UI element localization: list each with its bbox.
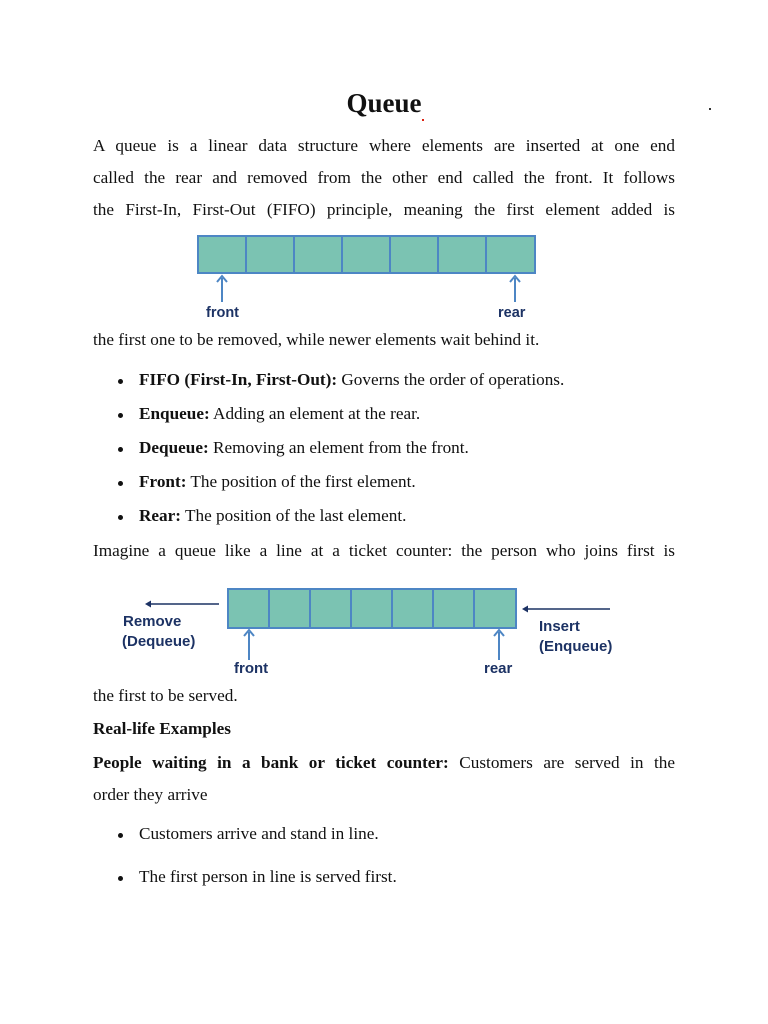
term-desc: The position of the last element. — [181, 506, 407, 525]
term-desc: Removing an element from the front. — [208, 438, 469, 457]
remove-label: Remove — [123, 613, 182, 630]
dequeue-label: (Dequeue) — [122, 633, 196, 650]
queue-cell — [389, 235, 439, 274]
corner-mark — [709, 108, 711, 110]
rear-label: rear — [484, 660, 513, 677]
terms-list — [93, 366, 693, 536]
list-item: The first person in line is served first. — [93, 863, 693, 897]
queue-cell — [293, 235, 343, 274]
queue-cell — [437, 235, 487, 274]
queue-cell — [268, 588, 311, 629]
rear-arrow-icon — [492, 628, 506, 662]
front-arrow-icon — [215, 274, 229, 304]
example-list — [93, 820, 693, 897]
term-label: FIFO (First-In, First-Out): — [139, 370, 338, 389]
queue-cell — [197, 235, 247, 274]
term-desc: Governs the order of operations. — [337, 370, 565, 389]
intro-line-3: the First-In, First-Out (FIFO) principle, meaning the first element added is — [93, 200, 675, 219]
example-line-1 — [93, 747, 675, 779]
queue-cell — [341, 235, 391, 274]
list-item — [93, 366, 693, 400]
examples-heading — [93, 713, 675, 745]
queue-diagram-operations — [115, 588, 635, 683]
queue-cell — [350, 588, 393, 629]
term-label: Dequeue: — [139, 438, 209, 457]
page-title: Queue — [346, 88, 422, 118]
queue-cell — [485, 235, 536, 274]
insert-label: Insert — [539, 618, 580, 635]
analogy-continued: the first to be served. — [93, 686, 238, 705]
front-label: front — [206, 305, 240, 321]
enqueue-arrow-icon — [522, 603, 612, 615]
queue-diagram-simple — [197, 235, 537, 325]
queue-cell — [432, 588, 475, 629]
queue-cell — [227, 588, 270, 629]
example-text: Customers are served in the — [448, 753, 676, 772]
example-line-2: order they arrive — [93, 785, 208, 804]
queue-cell — [245, 235, 295, 274]
dequeue-arrow-icon — [145, 598, 221, 610]
queue-cell — [391, 588, 434, 629]
intro-line-1: A queue is a linear data structure where elements are inserted at one end — [93, 136, 675, 155]
list-item — [93, 468, 693, 502]
queue-cell — [473, 588, 517, 629]
example-lead: People waiting in a bank or ticket counter: — [93, 753, 449, 772]
list-item: Customers arrive and stand in line. — [93, 820, 693, 863]
front-label: front — [234, 660, 269, 677]
term-desc: Adding an element at the rear. — [209, 404, 421, 423]
queue-cell — [309, 588, 352, 629]
front-arrow-icon — [242, 628, 256, 662]
rear-arrow-icon — [508, 274, 522, 304]
term-label: Enqueue: — [139, 404, 210, 423]
list-item — [93, 400, 693, 434]
intro-continued: the first one to be removed, while newer elements wait behind it. — [93, 330, 540, 349]
red-mark — [422, 119, 424, 121]
term-label: Front: — [139, 472, 187, 491]
term-desc: The position of the first element. — [186, 472, 416, 491]
rear-label: rear — [498, 305, 526, 321]
list-item — [93, 434, 693, 468]
list-item — [93, 502, 693, 536]
term-label: Rear: — [139, 506, 181, 525]
examples-heading-text: Real-life Examples — [93, 719, 231, 738]
intro-line-2: called the rear and removed from the other end called the front. It follows — [93, 168, 675, 187]
enqueue-label: (Enqueue) — [539, 638, 613, 655]
analogy-line: Imagine a queue like a line at a ticket counter: the person who joins first is — [93, 541, 675, 560]
